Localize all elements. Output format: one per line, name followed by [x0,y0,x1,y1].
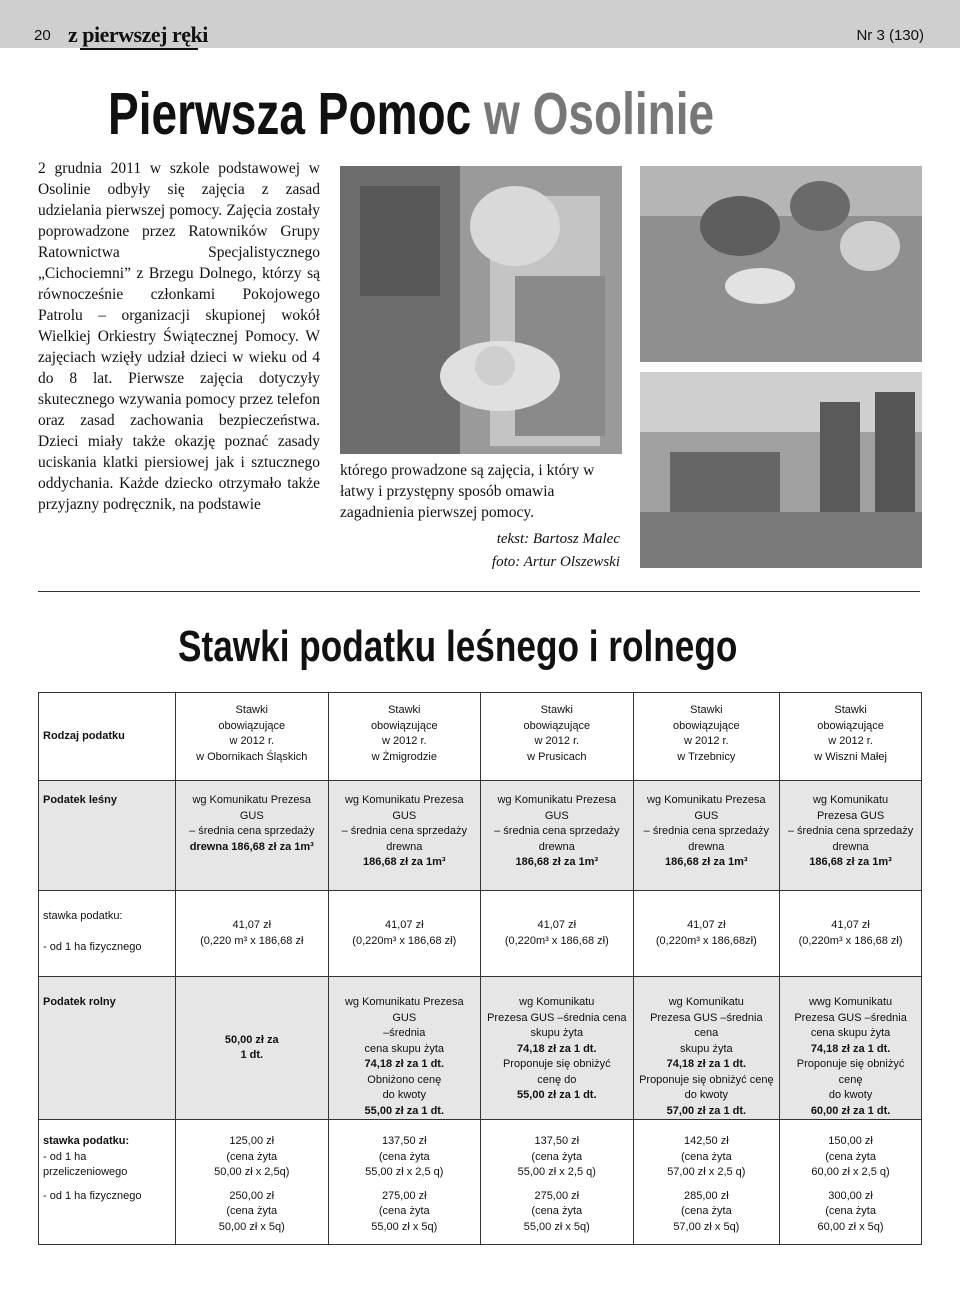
forest-tax-cell [328,781,481,891]
header-tax-type [39,693,176,781]
author-credit: tekst: Bartosz Malec [496,531,620,547]
cell-line: (cena żyta [680,1205,732,1217]
cell-line: (0,220m³ x 186,68 zł) [798,934,903,947]
forest-rate-cell [633,891,780,977]
cell-line: (cena żyta [378,1150,430,1163]
photo-rescuers-training [640,166,922,362]
cell-line: Stawki [388,704,421,716]
table-row-agri-rate-phys [39,1181,922,1245]
row-label [39,1181,176,1245]
cell-line: GUS [694,809,719,822]
forest-tax-cell [481,781,634,891]
cell-line: Stawki [540,704,573,716]
cell-line: do kwoty [828,1089,873,1101]
cell-line: (cena żyta [825,1205,876,1217]
photo-children-cpr [340,166,622,454]
article2-title: Stawki podatku leśnego i rolnego [178,622,738,671]
cell-line: w Żmigrodzie [371,750,437,763]
cell-line: 41,07 zł [831,919,870,931]
cell-line: obowiązujące [370,719,438,732]
cell-line: obowiązujące [218,719,286,732]
cell-line: Stawki [690,704,723,716]
cell-line: 74,18 zł za 1 dt. [364,1058,445,1070]
cell-line: 57,00 zł za 1 dt. [666,1104,747,1117]
cell-line: 57,00 zł x 2,5 q) [667,1166,746,1178]
cell-line: cenę do [537,1073,577,1086]
agri-rate-cell [328,1120,481,1181]
agri-rate-cell [780,1181,922,1245]
agri-rate-cell [633,1120,780,1181]
cell-line: 50,00 zł x 2,5q) [214,1166,290,1178]
cell-line: Prezesa GUS –średnia cena [650,1011,763,1039]
cell-line: 74,18 zł za 1 dt. [810,1042,891,1055]
row-label [39,1120,176,1181]
cell-line: obowiązujące [817,719,884,732]
table-row-forest-rate [39,891,922,977]
cell-line: 55,00 zł za 1 dt. [364,1104,445,1117]
cell-line: 125,00 zł [229,1135,275,1147]
cell-line: 55,00 zł za 1 dt. [517,1089,597,1101]
cell-line: cena skupu żyta [810,1027,891,1039]
logo-underline [80,48,198,50]
agri-tax-cell [780,977,922,1120]
cell-line: drewna 186,68 zł za 1m³ [189,840,314,853]
cell-line: Stawki [834,704,867,716]
cell-line: w 2012 r. [828,735,873,747]
agri-rate-cell [780,1120,922,1181]
cell-line: Podatek rolny [43,996,116,1008]
cell-line: Rodzaj podatku [43,729,125,742]
forest-rate-cell [481,891,634,977]
forest-rate-cell [780,891,922,977]
cell-line: 186,68 zł za 1m³ [362,856,446,868]
cell-line: 186,68 zł za 1m³ [665,856,748,868]
cell-line: w Wiszni Małej [814,750,887,763]
cell-line: Proponuje się obniżyć cenę [796,1058,905,1086]
cell-line: skupu żyta [530,1027,584,1039]
header-town [176,693,329,781]
agri-tax-cell [328,977,481,1120]
cell-line: – średnia cena sprzedaży [189,825,315,837]
cell-line: drewna [538,840,575,853]
cell-line: wg Komunikatu Prezesa [647,794,766,806]
header-town [481,693,634,781]
cell-line: 285,00 zł [684,1189,729,1202]
cell-line: cena skupu żyta [364,1042,445,1055]
agri-tax-cell [633,977,780,1120]
issue-number: Nr 3 (130) [856,27,924,44]
cell-line: Proponuje się obniżyć cenę [639,1073,774,1086]
cell-line: (0,220m³ x 186,68 zł) [504,934,609,947]
header-town [328,693,481,781]
cell-line: Prezesa GUS [816,809,885,822]
cell-line: (cena żyta [531,1150,583,1163]
cell-line: w Obornikach Śląskich [196,750,308,763]
table-row-agri-rate-conv [39,1120,922,1181]
cell-line: 150,00 zł [828,1135,873,1147]
cell-line: 60,00 zł x 2,5 q) [811,1166,890,1178]
cell-line: 186,68 zł za 1m³ [809,856,892,868]
cell-line: Stawki [235,704,268,716]
cell-line: –średnia [383,1027,426,1039]
magazine-logo: z pierwszej ręki [68,22,208,47]
table-header-row [39,693,922,781]
cell-line: obowiązujące [523,719,591,732]
cell-line: 55,00 zł x 5q) [523,1220,590,1233]
cell-line: drewna [688,840,725,853]
cell-line: 74,18 zł za 1 dt. [517,1042,597,1055]
cell-line: Prezesa GUS –średnia [794,1011,907,1024]
cell-line: 74,18 zł za 1 dt. [666,1058,747,1070]
cell-line: (0,220m³ x 186,68zł) [655,934,757,947]
cell-line: 186,68 zł za 1m³ [515,856,599,868]
agri-rate-cell [633,1181,780,1245]
cell-line: 41,07 zł [537,919,577,931]
cell-line: - od 1 ha fizycznego [43,1189,142,1202]
cell-line: 50,00 zł x 5q) [218,1220,285,1233]
agri-rate-cell [176,1120,329,1181]
section-divider [38,591,920,592]
cell-line: stawka podatku: [43,1135,130,1147]
cell-line: Prezesa GUS –średnia cena [487,1011,627,1024]
header-town [633,693,780,781]
cell-line: – średnia cena sprzedaży [494,825,620,837]
cell-line: 55,00 zł x 5q) [371,1220,438,1233]
cell-line: wwg Komunikatu [808,996,893,1008]
cell-line: w 2012 r. [229,735,275,747]
agri-rate-cell [176,1181,329,1245]
photo-credit: foto: Artur Olszewski [491,554,620,570]
row-label [39,891,176,977]
cell-line: 142,50 zł [684,1135,729,1147]
cell-line: wg Komunikatu Prezesa GUS [497,794,617,822]
cell-line: 55,00 zł x 2,5 q) [365,1166,444,1178]
cell-line: wg Komunikatu Prezesa GUS [344,996,464,1024]
cell-line: 1 dt. [240,1049,264,1061]
forest-rate-cell [176,891,329,977]
cell-line: drewna [386,840,423,853]
cell-line: 137,50 zł [534,1135,580,1147]
cell-line: wg Komunikatu Prezesa GUS [192,794,312,822]
row-label [39,977,176,1120]
cell-line: Obniżono cenę [367,1073,442,1086]
article1-title [108,80,714,148]
table-row-agri-tax [39,977,922,1120]
cell-line: stawka podatku: [43,910,123,922]
photo-children-group [640,372,922,568]
cell-line: wg Komunikatu [812,794,889,806]
cell-line: 57,00 zł x 5q) [673,1220,740,1233]
article1-body: 2 grudnia 2011 w szkole podstawowej w Osolinie odbyły się zajęcia z zasad udzielania pierwszej pomocy. Zajęcia zostały poprowadzone przez Ratowników Grupy Ratownictwa Specjalistycznego „Cichociemni” z Brzegu Dolnego, którzy są równocześnie członkami Pokojowego Patrolu – organizacji skupionej wokół Wielkiej Orkiestry Świątecznej Pomocy. W zajęciach wzięły udział dzieci w wieku od 4 do 8 lat. Pierwsze zajęcia dotyczyły skutecznego wzywania pomocy przez telefon oraz zasad zachowania bezpieczeństwa. Dzieci miały także okazję poznać zasady uciskania klatki piersiowej jak i sztucznego oddychania. Każde dziecko otrzymało także przyjazny podręcznik, na podstawie [38,160,320,513]
cell-line: w 2012 r. [534,735,580,747]
forest-tax-cell [633,781,780,891]
cell-line: (cena żyta [825,1150,876,1163]
cell-line: 41,07 zł [385,919,424,931]
cell-line: (0,220m³ x 186,68 zł) [352,934,457,947]
cell-line: – średnia cena sprzedaży [787,825,914,837]
cell-line: 300,00 zł [828,1189,873,1202]
cell-line: 137,50 zł [381,1135,427,1147]
cell-line: (cena żyta [680,1150,732,1163]
cell-line: - od 1 ha fizycznego [43,941,142,953]
cell-line: 60,00 zł za 1 dt. [810,1104,891,1117]
agri-rate-cell [481,1120,634,1181]
cell-line: - od 1 ha przeliczeniowego [43,1150,128,1178]
cell-line: 55,00 zł x 2,5 q) [517,1166,596,1178]
agri-tax-cell [176,977,329,1120]
forest-rate-cell [328,891,481,977]
cell-line: w Prusicach [527,750,587,763]
cell-line: wg Komunikatu Prezesa GUS [344,794,464,822]
cell-line: 41,07 zł [232,919,272,931]
forest-tax-cell [780,781,922,891]
cell-line: drewna [832,840,869,853]
cell-line: (cena żyta [226,1205,278,1217]
article1-body-continued: którego prowadzone są zajęcia, i który w łatwy i przystępny sposób omawia zagadnienia pierwszej pomocy. [340,462,595,521]
article1-title-main: Pierwsza Pomoc [108,81,472,147]
cell-line: (cena żyta [531,1205,583,1217]
cell-line: 250,00 zł [229,1189,275,1202]
cell-line: do kwoty [382,1089,426,1101]
cell-line: – średnia cena sprzedaży [643,825,770,837]
agri-rate-cell [481,1181,634,1245]
cell-line: 275,00 zł [381,1189,427,1202]
cell-line: 275,00 zł [534,1189,580,1202]
row-label [39,781,176,891]
agri-tax-cell [481,977,634,1120]
cell-line: skupu żyta [680,1042,733,1055]
cell-line: w Trzebnicy [677,750,736,763]
page-number: 20 [34,27,51,44]
table-row-forest-tax [39,781,922,891]
cell-line: Podatek leśny [43,794,117,806]
cell-line: w 2012 r. [381,735,427,747]
cell-line: (cena żyta [226,1150,278,1163]
article1-title-place: w Osolinie [483,81,715,147]
cell-line: wg Komunikatu [668,996,744,1008]
cell-line: – średnia cena sprzedaży [341,825,467,837]
forest-tax-cell [176,781,329,891]
cell-line: obowiązujące [673,719,740,732]
cell-line: 41,07 zł [687,919,726,931]
cell-line: (0,220 m³ x 186,68 zł [200,934,304,947]
cell-line: 50,00 zł za [224,1033,279,1046]
tax-rates-table [38,692,922,1245]
cell-line: wg Komunikatu [519,996,595,1008]
agri-rate-cell [328,1181,481,1245]
header-town [780,693,922,781]
cell-line: do kwoty [684,1089,729,1101]
cell-line: (cena żyta [378,1205,430,1217]
cell-line: w 2012 r. [684,735,729,747]
cell-line: 60,00 zł x 5q) [817,1220,884,1233]
cell-line: Proponuje się obniżyć [502,1058,611,1070]
